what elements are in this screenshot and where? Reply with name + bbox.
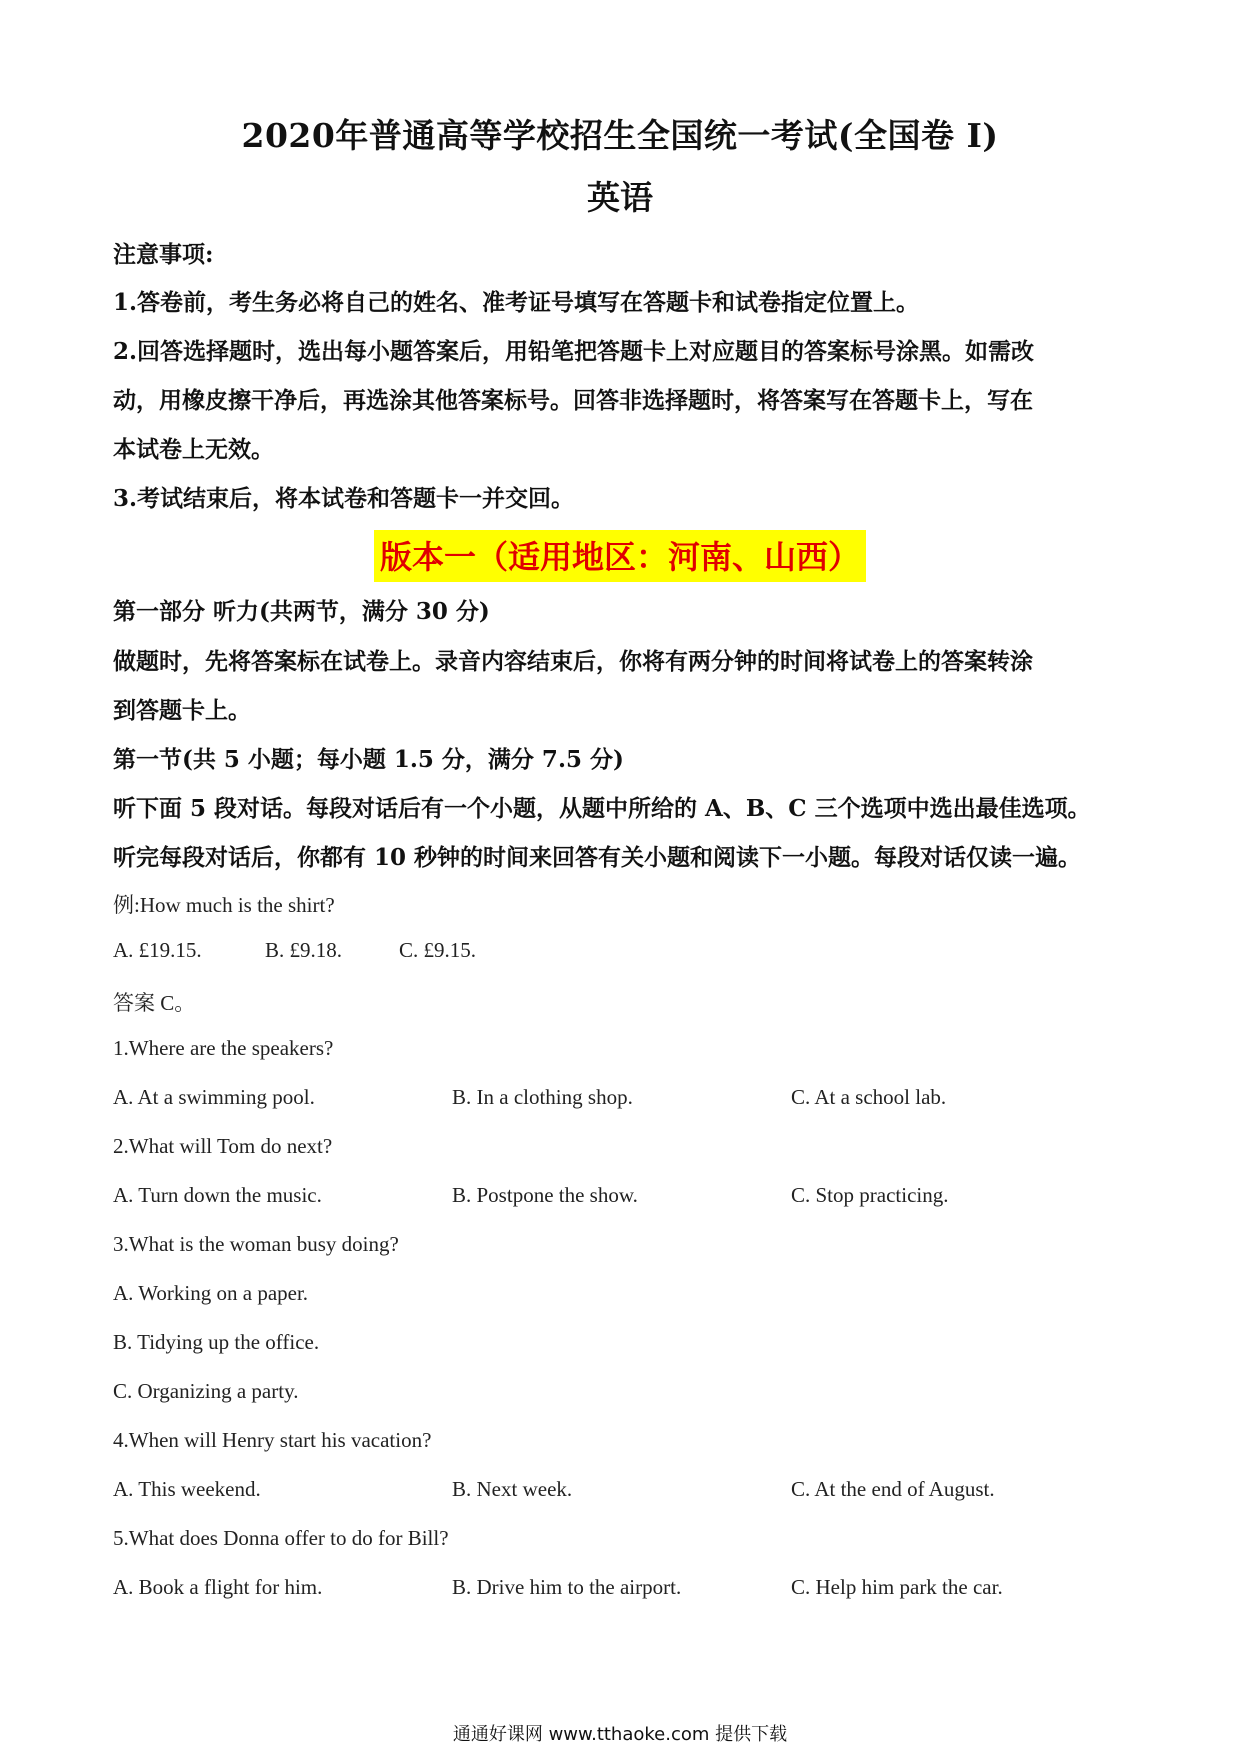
- notice-item-2-line-3: 本试卷上无效。: [113, 436, 274, 463]
- example-option-b: B. £9.18.: [265, 938, 343, 962]
- question-4-option-a: A. This weekend.: [113, 1477, 261, 1501]
- question-4-options: [113, 1477, 1163, 1502]
- part1-instruction-line-2: 到答题卡上。: [113, 697, 251, 724]
- question-5-option-b: B. Drive him to the airport.: [452, 1575, 682, 1599]
- notice-item-1: 1.答卷前，考生务必将自己的姓名、准考证号填写在答题卡和试卷指定位置上。: [113, 289, 920, 316]
- notice-heading: 注意事项:: [113, 241, 214, 268]
- question-2-options: [113, 1183, 1163, 1208]
- question-5-option-a: A. Book a flight for him.: [113, 1575, 323, 1599]
- notice-item-3: 3.考试结束后，将本试卷和答题卡一并交回。: [113, 485, 575, 512]
- example-option-c: C. £9.15.: [399, 938, 477, 962]
- question-2-option-c: C. Stop practicing.: [791, 1183, 949, 1207]
- question-4-option-c: C. At the end of August.: [791, 1477, 995, 1501]
- example-options: [113, 938, 1163, 963]
- question-2-option-b: B. Postpone the show.: [452, 1183, 638, 1207]
- question-1-options: [113, 1085, 1163, 1110]
- exam-title: 2020年普通高等学校招生全国统一考试(全国卷 I): [241, 116, 999, 155]
- question-3-option-b: B. Tidying up the office.: [113, 1330, 320, 1354]
- version-banner: 版本一（适用地区：河南、山西）: [374, 530, 866, 582]
- question-1: 1.Where are the speakers?: [113, 1036, 334, 1060]
- question-4-option-b: B. Next week.: [452, 1477, 573, 1501]
- section1-heading: 第一节(共 5 小题；每小题 1.5 分，满分 7.5 分): [113, 746, 624, 773]
- section1-instruction-line-1: 听下面 5 段对话。每段对话后有一个小题，从题中所给的 A、B、C 三个选项中选出最佳选项。: [113, 795, 1091, 822]
- subject-title: 英语: [587, 178, 653, 217]
- part1-heading: 第一部分 听力(共两节，满分 30 分): [113, 598, 490, 625]
- question-1-option-c: C. At a school lab.: [791, 1085, 947, 1109]
- question-1-option-a: A. At a swimming pool.: [113, 1085, 315, 1109]
- notice-item-2-line-2: 动，用橡皮擦干净后，再选涂其他答案标号。回答非选择题时，将答案写在答题卡上，写在: [113, 387, 1033, 414]
- question-3-option-c: C. Organizing a party.: [113, 1379, 299, 1403]
- example-answer: 答案 C。: [113, 991, 196, 1015]
- example-question: 例:How much is the shirt?: [113, 893, 335, 917]
- question-3: 3.What is the woman busy doing?: [113, 1232, 399, 1256]
- question-3-option-a: A. Working on a paper.: [113, 1281, 309, 1305]
- notice-item-2-line-1: 2.回答选择题时，选出每小题答案后，用铅笔把答题卡上对应题目的答案标号涂黑。如需改: [113, 338, 1035, 365]
- question-4: 4.When will Henry start his vacation?: [113, 1428, 432, 1452]
- example-option-a: A. £19.15.: [113, 938, 202, 962]
- question-5-option-c: C. Help him park the car.: [791, 1575, 1003, 1599]
- question-5: 5.What does Donna offer to do for Bill?: [113, 1526, 449, 1550]
- question-1-option-b: B. In a clothing shop.: [452, 1085, 633, 1109]
- section1-instruction-line-2: 听完每段对话后，你都有 10 秒钟的时间来回答有关小题和阅读下一小题。每段对话仅读一遍。: [113, 844, 1082, 871]
- part1-instruction-line-1: 做题时，先将答案标在试卷上。录音内容结束后，你将有两分钟的时间将试卷上的答案转涂: [113, 648, 1033, 675]
- question-5-options: [113, 1575, 1163, 1600]
- question-2-option-a: A. Turn down the music.: [113, 1183, 322, 1207]
- question-2: 2.What will Tom do next?: [113, 1134, 333, 1158]
- footer-source: 通通好课网 www.tthaoke.com 提供下载: [452, 1724, 788, 1745]
